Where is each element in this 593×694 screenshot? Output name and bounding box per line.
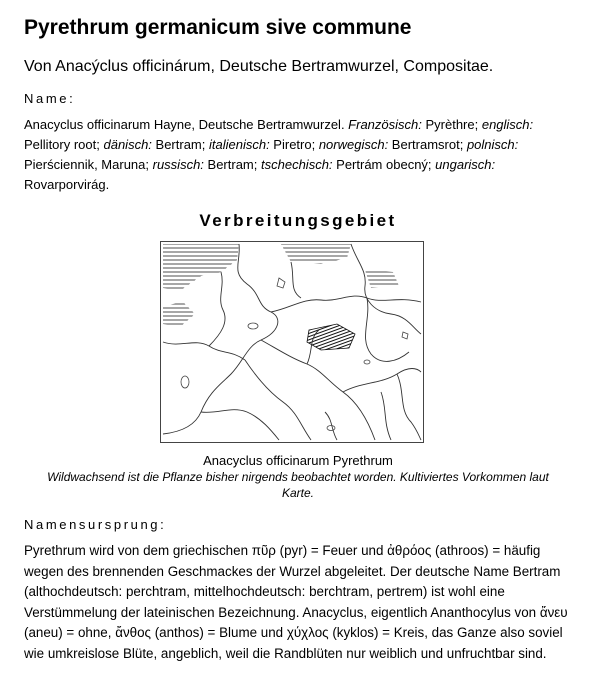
- lang-value: Pierściennik, Maruna;: [24, 157, 153, 172]
- lang-value: Bertramsrot;: [388, 137, 467, 152]
- map-region-east: [365, 270, 399, 288]
- name-intro: Anacyclus officinarum Hayne, Deutsche Bertramwurzel.: [24, 117, 349, 132]
- map-region-north: [281, 244, 351, 264]
- lang-value: Pellitory root;: [24, 137, 104, 152]
- name-section-label: Name:: [24, 91, 76, 106]
- map-region-northwest: [163, 244, 239, 290]
- lang-label: polnisch:: [466, 137, 519, 152]
- lang-value: Rovarporvirág.: [24, 177, 110, 192]
- page: [24, 14, 572, 665]
- lang-label: Französisch:: [348, 117, 422, 132]
- map-caption: Anacyclus officinarum Pyrethrum: [203, 453, 393, 468]
- origin-section-text: Pyrethrum wird von dem griechischen πῦρ (pyr) = Feuer und ἀθρόος (athroos) = häufig wegen des brennenden Geschmackes der Wurzel abgeleitet. Der deutsche Name Bertram (althochdeutsch: perchtram, mittelhochdeutsch: berchtram, pertrem) ist wohl eine Verstümmelung der lateinischen Bezeichnung. Anacyclus, eigentlich Ananthocylus von ἄνευ (aneu) = ohne, ἄνθος (anthos) = Blume und χύχλος (kyklos) = Kreis, das Ganze also soviel wie umkreislose Blüte, angeblich, weil die Randblüten nur weiblich und unfruchtbar sind.: [24, 543, 568, 661]
- lang-value: Piretro;: [269, 137, 319, 152]
- page-subtitle: Von Anacýclus officinárum, Deutsche Bertramwurzel, Compositae.: [24, 58, 494, 75]
- lang-label: norwegisch:: [318, 137, 389, 152]
- map-region-west: [163, 302, 195, 326]
- lang-value: Bertram;: [151, 137, 209, 152]
- lang-value: Pertrám obecný;: [332, 157, 436, 172]
- map-drawing: [161, 242, 423, 442]
- lang-label: tschechisch:: [261, 157, 333, 172]
- lang-label: italienisch:: [208, 137, 270, 152]
- origin-section-label: Namensursprung:: [24, 517, 167, 532]
- lang-value: Pyrèthre;: [421, 117, 482, 132]
- distribution-map: [160, 241, 424, 443]
- lang-label: englisch:: [481, 117, 534, 132]
- lang-label: dänisch:: [103, 137, 152, 152]
- map-note: Wildwachsend ist die Pflanze bisher nirgends beobachtet worden. Kultiviertes Vorkommen laut Karte.: [47, 470, 549, 500]
- lang-value: Bertram;: [203, 157, 261, 172]
- name-section-text: [24, 115, 572, 195]
- map-title: Verbreitungsgebiet: [199, 211, 397, 230]
- lang-label: russisch:: [152, 157, 204, 172]
- page-title: Pyrethrum germanicum sive commune: [24, 16, 412, 39]
- lang-label: ungarisch:: [435, 157, 496, 172]
